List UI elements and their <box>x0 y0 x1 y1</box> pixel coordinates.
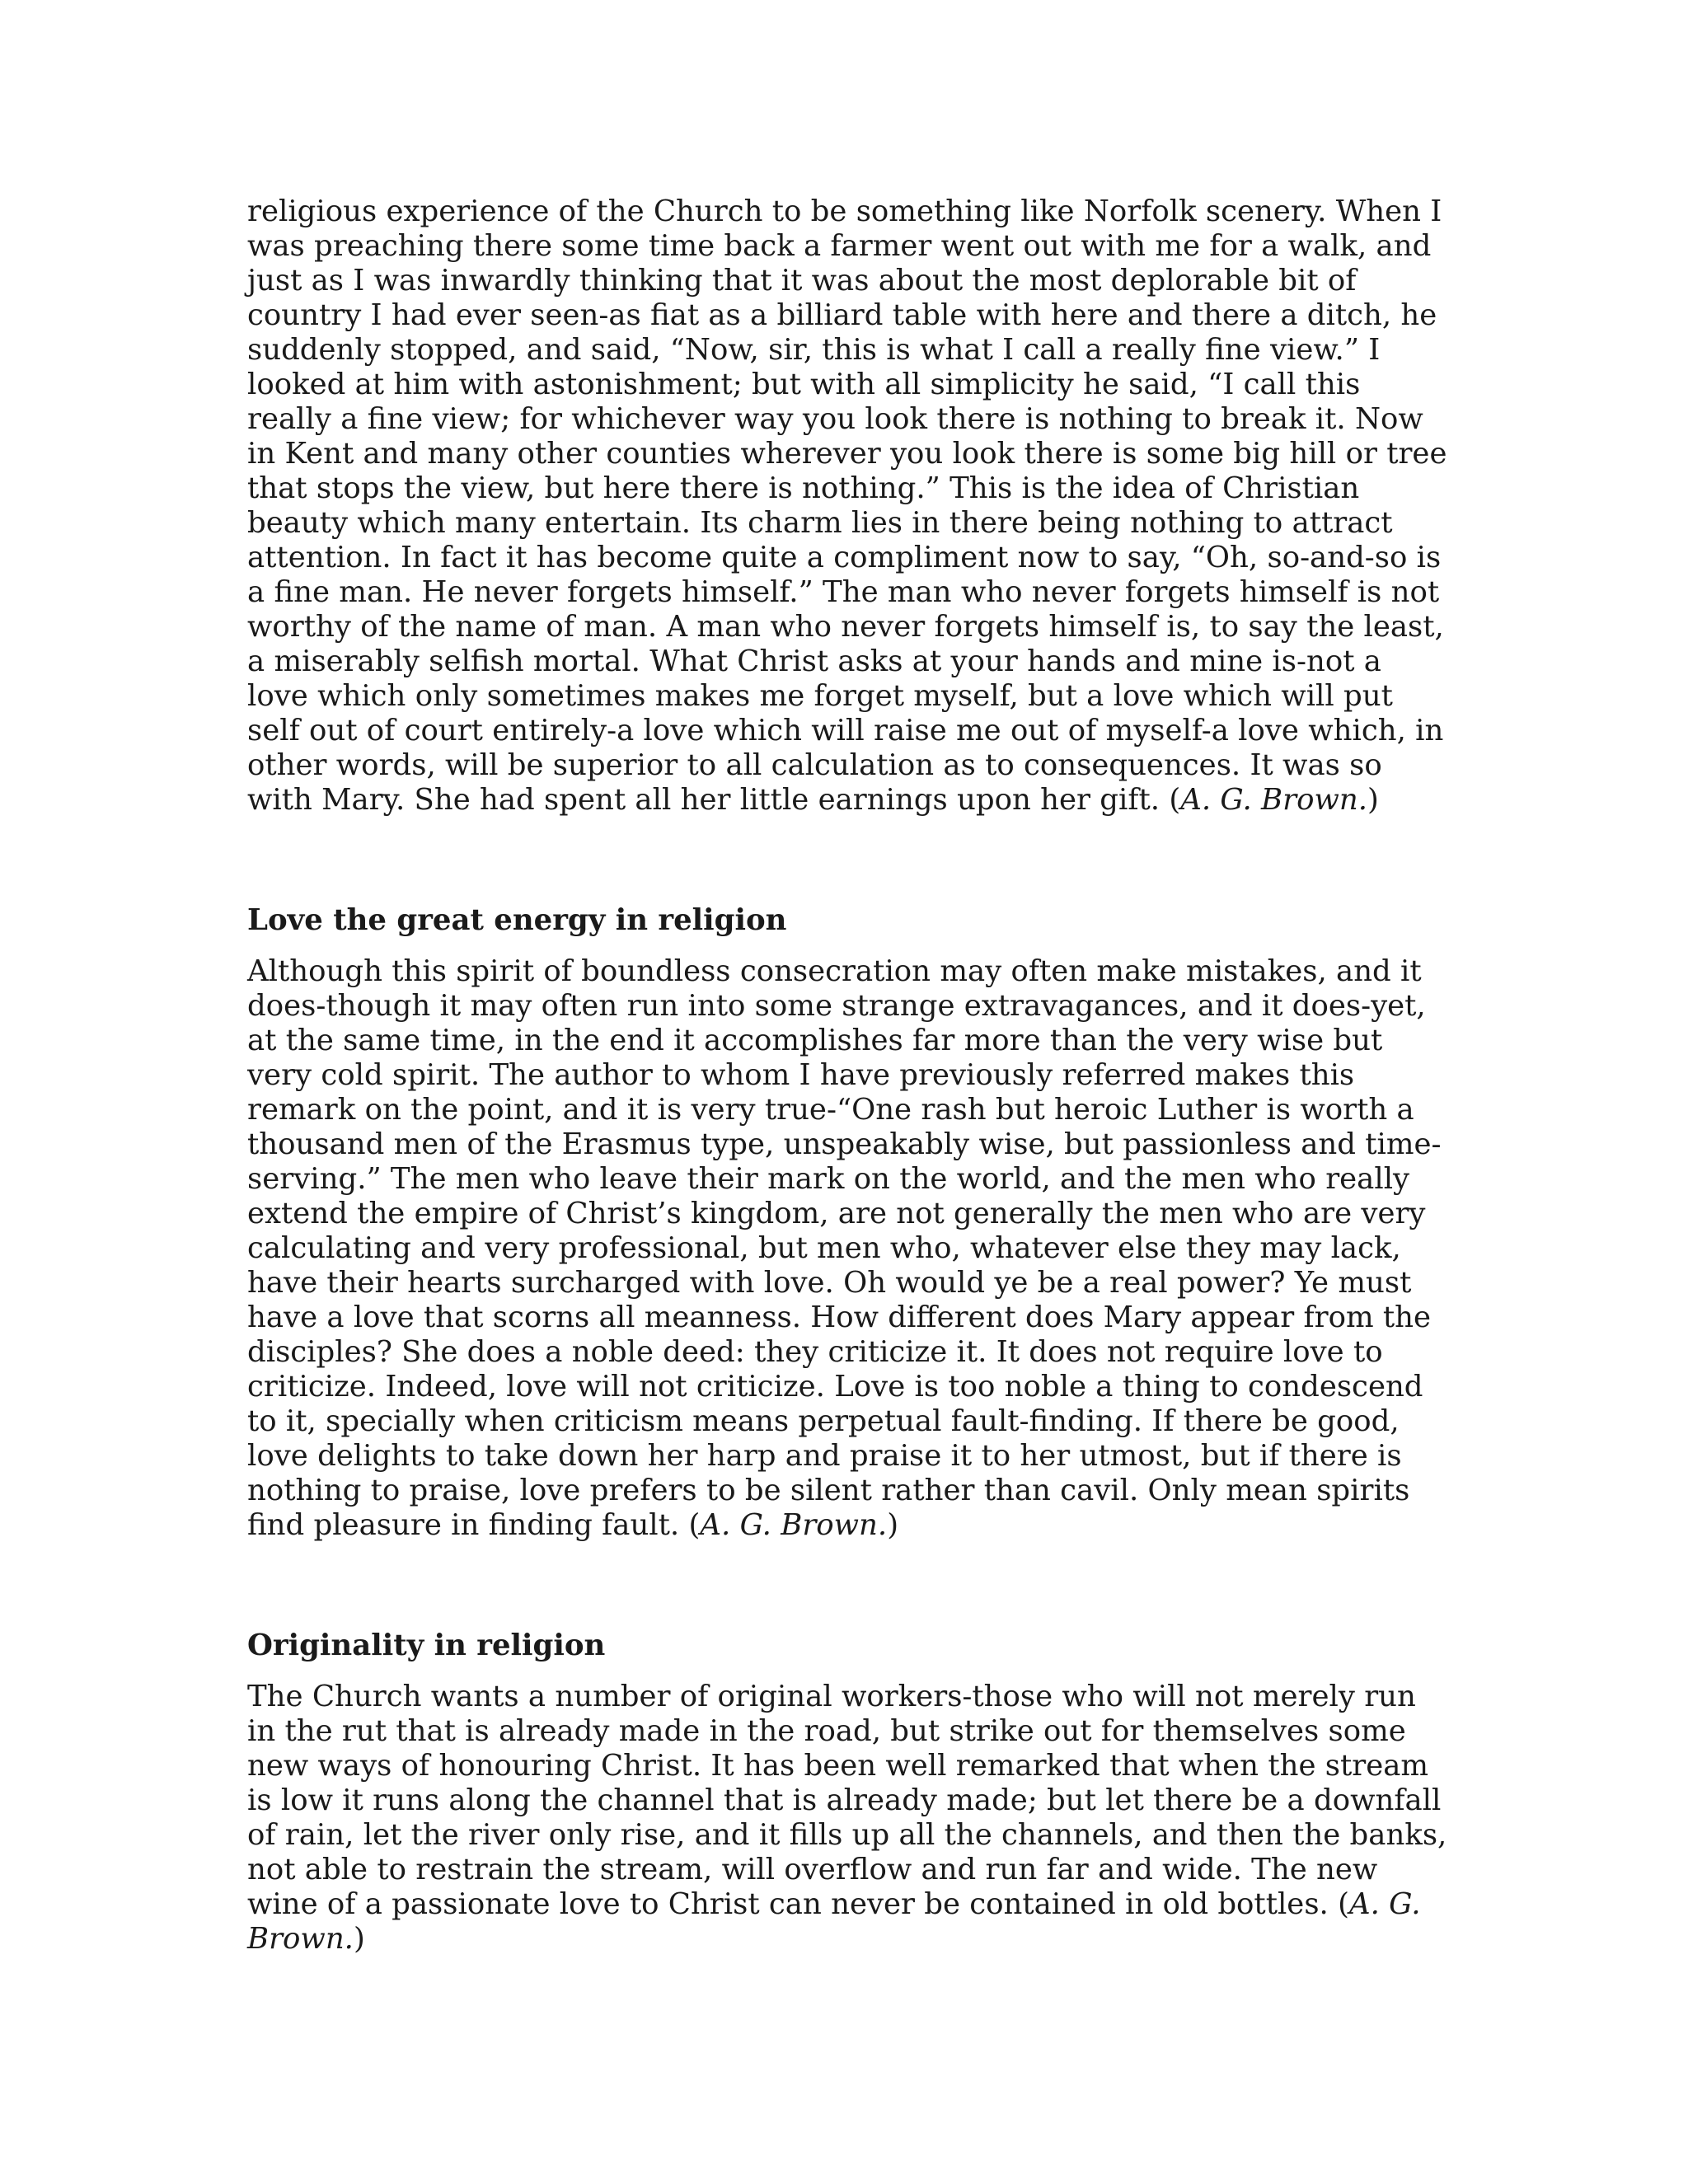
intro-attribution: A. G. Brown. <box>1180 783 1368 817</box>
originality-paragraph <box>247 1680 1451 1957</box>
love-close: ) <box>887 1508 899 1542</box>
intro-close: ) <box>1367 783 1379 817</box>
section-heading-love: Love the great energy in religion <box>247 903 787 937</box>
originality-text: The Church wants a number of original workers-those who will not merely run in the rut that is already made in the road, but strike out for themselves some new ways of honouring Christ. It has been well remarked that when the stream is low it runs along the channel that is already made; but let there be a downfall of rain, let the river only rise, and it fills up all the channels, and then the banks, not able to restrain the stream, will overflow and run far and wide. The new wine of a passionate love to Christ can never be contained in old bottles. ( <box>247 1680 1447 1921</box>
originality-close: ) <box>353 1922 365 1956</box>
document-page <box>247 194 1451 1957</box>
love-text: Although this spirit of boundless consecration may often make mistakes, and it does-though it may often run into some strange extravagances, and it does-yet, at the same time, in the end it accomplishes far more than the very wise but very cold spirit. The author to whom I have previously referred makes this remark on the point, and it is very true-“One rash but heroic Luther is worth a thousand men of the Erasmus type, unspeakably wise, but passionless and time-serving.” The men who leave their mark on the world, and the men who really extend the empire of Christ’s kingdom, are not generally the men who are very calculating and very professional, but men who, whatever else they may lack, have their hearts surcharged with love. Oh would ye be a real power? Ye must have a love that scorns all meanness. How different does Mary appear from the disciples? She does a noble deed: they criticize it. It does not require love to criticize. Indeed, love will not criticize. Love is too noble a thing to condescend to it, specially when criticism means perpetual fault-finding. If there be good, love delights to take down her harp and praise it to her utmost, but if there is nothing to praise, love prefers to be silent rather than cavil. Only mean spirits find pleasure in finding fault. ( <box>247 954 1442 1542</box>
intro-text: religious experience of the Church to be something like Norfolk scenery. When I was preaching there some time back a farmer went out with me for a walk, and just as I was inwardly thinking that it was about the most deplorable bit of country I had ever seen-as fiat as a billiard table with here and there a ditch, he suddenly stopped, and said, “Now, sir, this is what I call a really fine view.” I looked at him with astonishment; but with all simplicity he said, “I call this really a fine view; for whichever way you look there is nothing to break it. Now in Kent and many other counties wherever you look there is some big hill or tree that stops the view, but here there is nothing.” This is the idea of Christian beauty which many entertain. Its charm lies in there being nothing to attract attention. In fact it has become quite a compliment now to say, “Oh, so-and-so is a fine man. He never forgets himself.” The man who never forgets himself is not worthy of the name of man. A man who never forgets himself is, to say the least, a miserably selfish mortal. What Christ asks at your hands and mine is-not a love which only sometimes makes me forget myself, but a love which will put self out of court entirely-a love which will raise me out of myself-a love which, in other words, will be superior to all calculation as to consequences. It was so with Mary. She had spent all her little earnings upon her gift. ( <box>247 194 1447 817</box>
originality-attribution: A. G. Brown. <box>247 1887 1421 1956</box>
section-heading-originality: Originality in religion <box>247 1629 606 1662</box>
intro-paragraph <box>247 194 1451 818</box>
love-attribution: A. G. Brown. <box>700 1508 888 1542</box>
love-paragraph <box>247 954 1451 1543</box>
